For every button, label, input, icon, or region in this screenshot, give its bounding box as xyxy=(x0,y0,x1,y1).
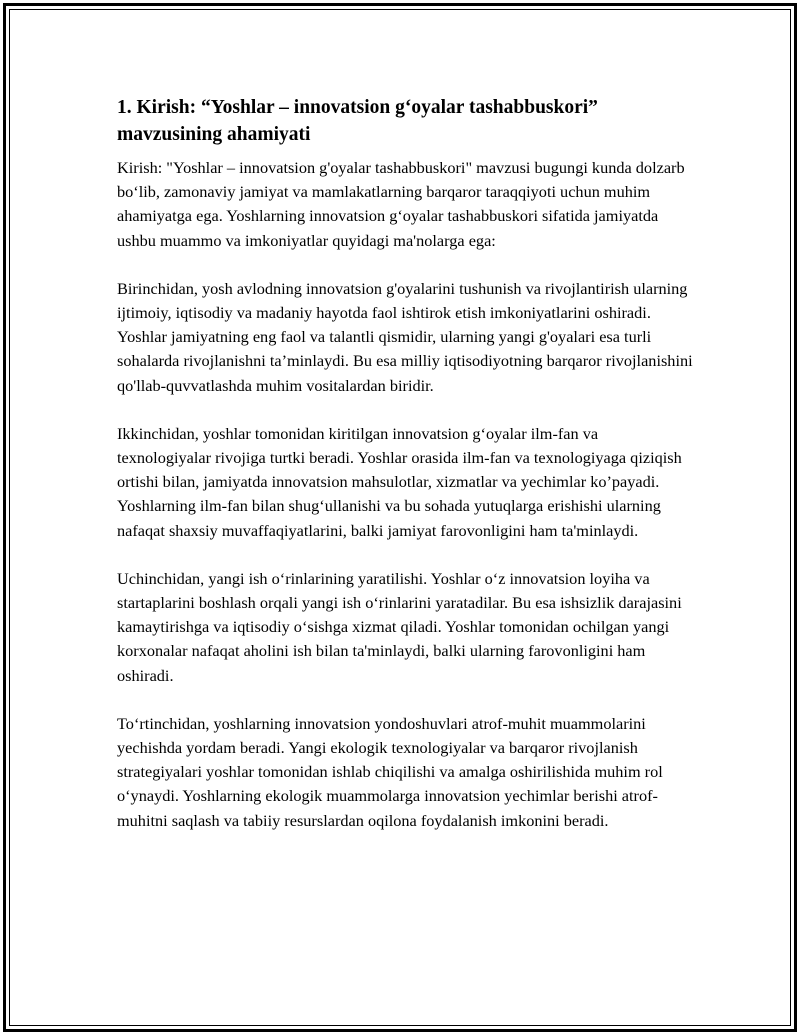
paragraph-third: Uchinchidan, yangi ish o‘rinlarining yaratilishi. Yoshlar o‘z innovatsion loyiha va startaplarini boshlash orqali yangi ish o‘rinlarini yaratadilar. Bu esa ishsizlik darajasini kamaytirishga va iqtisodiy o‘sishga xizmat qiladi. Yoshlar tomonidan ochilgan yangi korxonalar nafaqat aholini ish bilan ta'minlaydi, balki ularning farovonligini ham oshiradi. xyxy=(117,568,682,685)
paragraph-first: Birinchidan, yosh avlodning innovatsion g'oyalarini tushunish va rivojlantirish ularning ijtimoiy, iqtisodiy va madaniy hayotda faol ishtirok etish imkoniyatlarini oshiradi. Yoshlar jamiyatning eng faol va talantli qismidir, ularning yangi g'oyalari esa turli sohalarda rivojlanishni ta’minlaydi. Bu esa milliy iqtisodiyotning barqaror rivojlanishini qo'llab-quvvatlashda muhim vositalardan biridir. xyxy=(117,278,693,395)
document-content xyxy=(117,94,695,857)
paragraph-second: Ikkinchidan, yoshlar tomonidan kiritilgan innovatsion g‘oyalar ilm-fan va texnologiyalar rivojiga turtki beradi. Yoshlar orasida ilm-fan va texnologiyaga qiziqish ortishi bilan, jamiyatda innovatsion mahsulotlar, xizmatlar va yechimlar ko’payadi. Yoshlarning ilm-fan bilan shug‘ullanishi va bu sohada yutuqlarga erishishi ularning nafaqat shaxsiy muvaffaqiyatlarini, balki jamiyat farovonligini ham ta'minlaydi. xyxy=(117,423,682,540)
paragraph-fourth: To‘rtinchidan, yoshlarning innovatsion yondoshuvlari atrof-muhit muammolarini yechishda yordam beradi. Yangi ekologik texnologiyalar va barqaror rivojlanish strategiyalari yoshlar tomonidan ishlab chiqilishi va amalga oshirilishida muhim rol o‘ynaydi. Yoshlarning ekologik muammolarga innovatsion yechimlar berishi atrof-muhitni saqlash va tabiiy resurslardan oqilona foydalanish imkonini beradi. xyxy=(117,713,663,830)
paragraph-intro: Kirish: "Yoshlar – innovatsion g'oyalar tashabbuskori" mavzusi bugungi kunda dolzarb bo‘lib, zamonaviy jamiyat va mamlakatlarning barqaror taraqqiyoti uchun muhim ahamiyatga ega. Yoshlarning innovatsion g‘oyalar tashabbuskori sifatida jamiyatda ushbu muammo va imkoniyatlar quyidagi ma'nolarga ega: xyxy=(117,158,685,250)
section-heading: 1. Kirish: “Yoshlar – innovatsion g‘oyalar tashabbuskori” mavzusining ahamiyati xyxy=(117,97,598,145)
